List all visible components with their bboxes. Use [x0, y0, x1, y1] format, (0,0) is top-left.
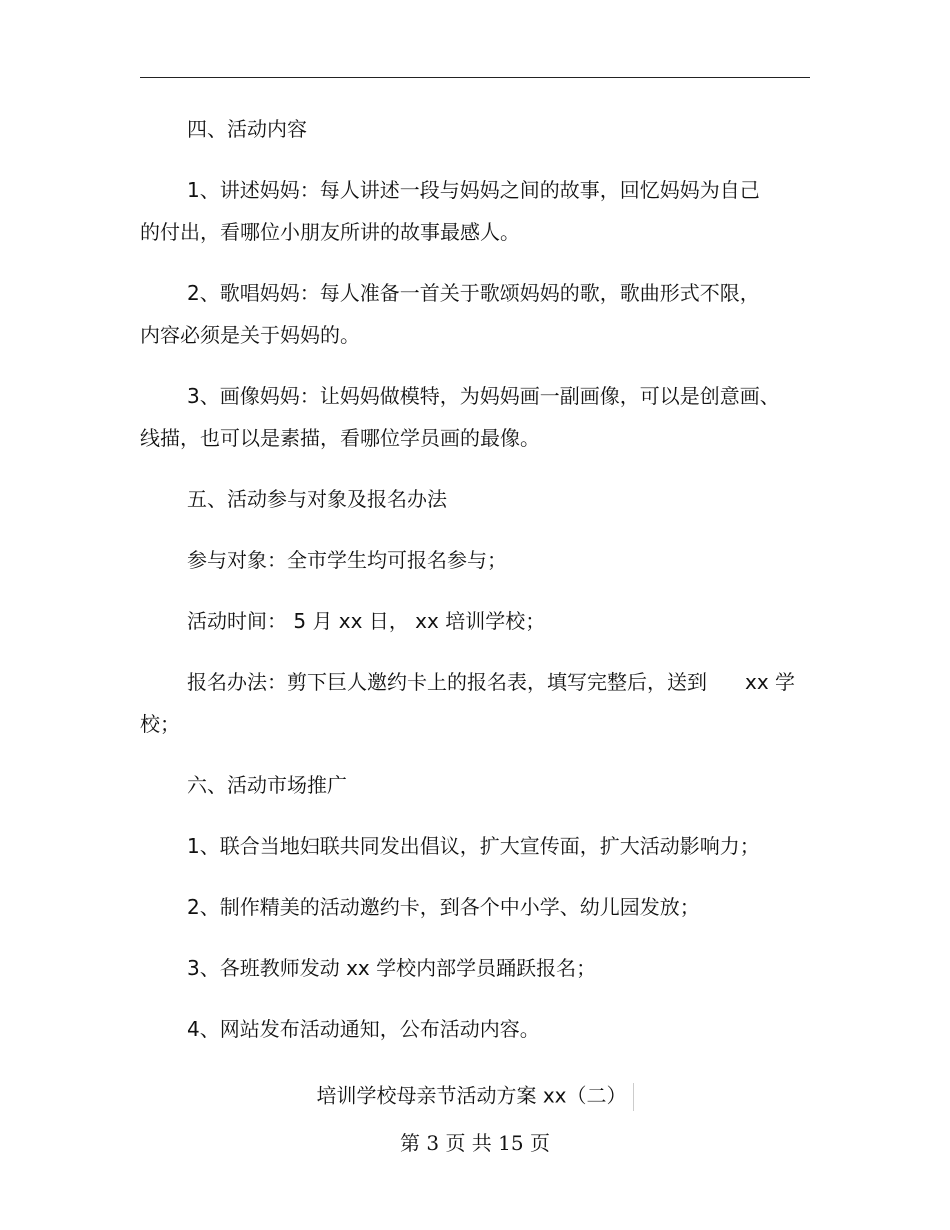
section-heading-promotion: 六、活动市场推广	[187, 773, 347, 797]
header-rule	[140, 77, 810, 78]
paragraph-line: 参与对象：全市学生均可报名参与；	[187, 548, 507, 572]
paragraph-line: 1、联合当地妇联共同发出倡议，扩大宣传面，扩大活动影响力；	[187, 834, 760, 858]
paragraph-line: 线描，也可以是素描，看哪位学员画的最像。	[140, 426, 540, 450]
paragraph-text: 报名办法：剪下巨人邀约卡上的报名表，填写完整后，送到	[187, 670, 707, 694]
text-cursor-bar	[633, 1083, 634, 1111]
paragraph-line: 内容必须是关于妈妈的。	[140, 323, 360, 347]
paragraph-line	[187, 670, 867, 694]
next-document-title-text: 培训学校母亲节活动方案 xx（二）	[316, 1083, 627, 1108]
paragraph-line: 3、画像妈妈：让妈妈做模特，为妈妈画一副画像，可以是创意画、	[187, 384, 780, 408]
page-number: 第 3 页 共 15 页	[400, 1131, 550, 1155]
paragraph-text: xx 学	[745, 670, 796, 694]
paragraph-line: 校；	[140, 712, 180, 736]
paragraph-line: 的付出，看哪位小朋友所讲的故事最感人。	[140, 220, 520, 244]
section-heading-participants: 五、活动参与对象及报名办法	[187, 487, 447, 511]
paragraph-line: 活动时间： 5 月 xx 日， xx 培训学校；	[187, 609, 546, 633]
paragraph-line: 2、制作精美的活动邀约卡，到各个中小学、幼儿园发放；	[187, 895, 700, 919]
paragraph-line: 4、网站发布活动通知，公布活动内容。	[187, 1017, 540, 1041]
section-heading-activity-content: 四、活动内容	[187, 117, 307, 141]
paragraph-line: 1、讲述妈妈：每人讲述一段与妈妈之间的故事，回忆妈妈为自己	[187, 178, 760, 202]
paragraph-line: 3、各班教师发动 xx 学校内部学员踊跃报名；	[187, 956, 597, 980]
paragraph-line: 2、歌唱妈妈：每人准备一首关于歌颂妈妈的歌，歌曲形式不限，	[187, 281, 760, 305]
next-document-title	[0, 1083, 950, 1111]
